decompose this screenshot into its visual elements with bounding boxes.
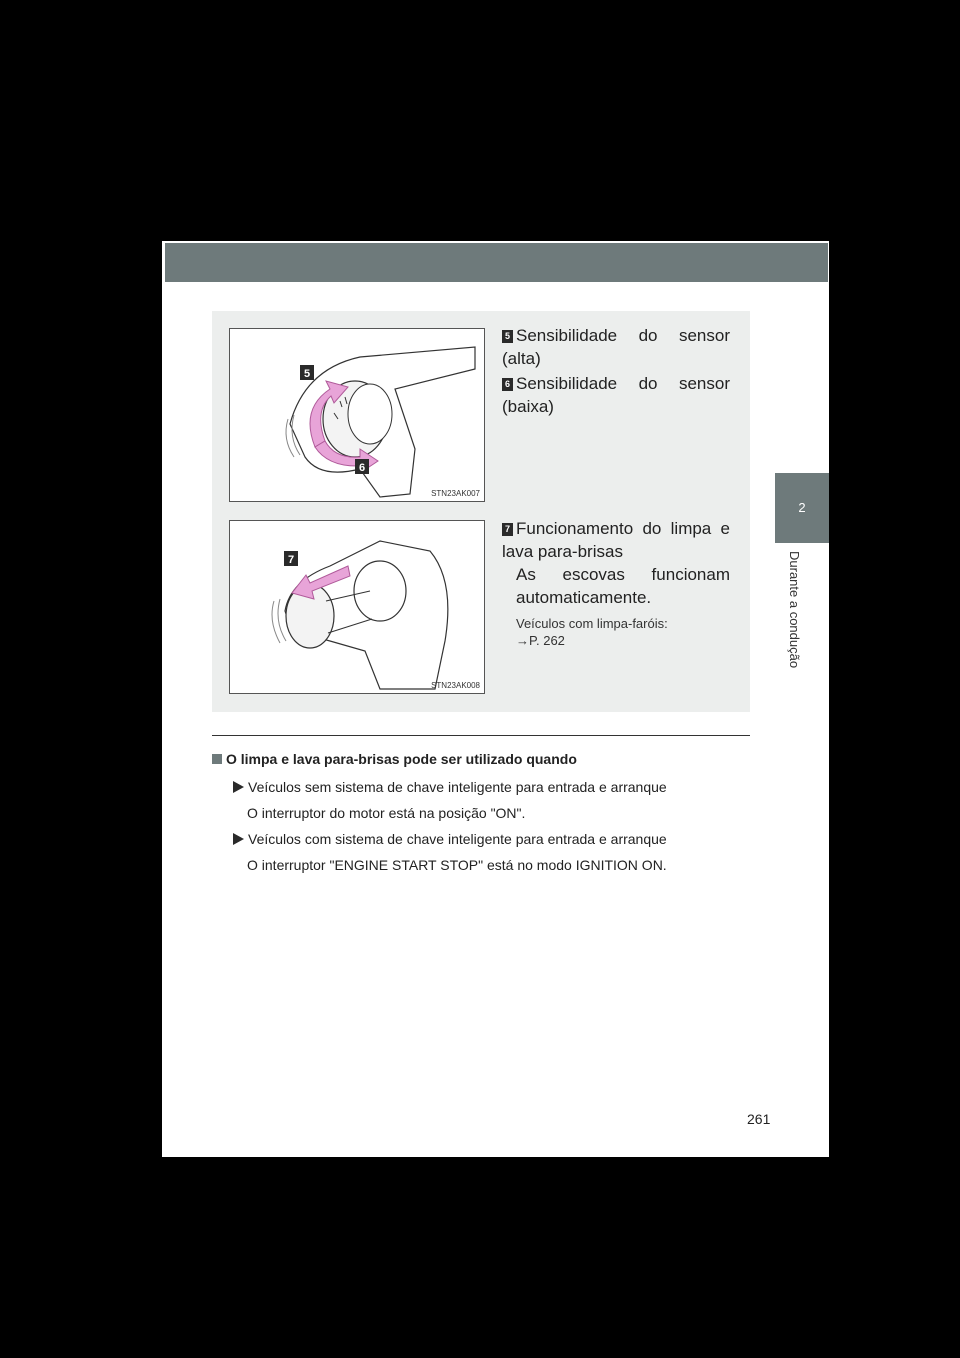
figure-label-5-text: 5 (303, 368, 311, 380)
condition-bullet (233, 778, 772, 796)
item-text: Funcionamento do limpa e lava para-brisas (502, 519, 730, 561)
small-note (516, 615, 668, 649)
square-bullet-icon (212, 754, 222, 764)
triangle-bullet-icon (233, 833, 244, 845)
divider (212, 735, 750, 736)
small-note-line2: →P. 262 (516, 633, 565, 648)
item-badge: 7 (502, 523, 513, 536)
wiper-switch-pull-illustration (230, 521, 484, 693)
figure-wiper-washer (229, 520, 485, 694)
item-subtext: As escovas funcionam automaticamente. (516, 565, 730, 607)
item-5 (502, 324, 730, 370)
item-7 (502, 517, 730, 609)
figure-code: STN23AK007 (431, 489, 480, 498)
item-text: Sensibilidade do sensor (baixa) (502, 374, 730, 416)
chapter-tab-label (775, 543, 829, 691)
chapter-tab-number: 2 (775, 473, 829, 543)
condition-text: Veículos com sistema de chave inteligente para entrada e arranque (248, 831, 667, 847)
figure-sensor-sensitivity (229, 328, 485, 502)
page-number: 261 (747, 1111, 771, 1127)
wiper-switch-rotate-illustration (230, 329, 484, 501)
manual-page (162, 241, 829, 1157)
figure-label-7-text: 7 (287, 554, 295, 566)
header-bar (165, 243, 828, 282)
item-6 (502, 372, 730, 418)
small-note-line1: Veículos com limpa-faróis: (516, 616, 668, 631)
notes-heading-text: O limpa e lava para-brisas pode ser utilizado quando (226, 751, 577, 767)
condition-text: Veículos sem sistema de chave inteligente para entrada e arranque (248, 779, 667, 795)
notes-section (212, 748, 772, 874)
item-badge: 6 (502, 378, 513, 391)
triangle-bullet-icon (233, 781, 244, 793)
item-badge: 5 (502, 330, 513, 343)
notes-heading (212, 748, 772, 770)
condition-bullet (233, 830, 772, 848)
item-text: Sensibilidade do sensor (alta) (502, 326, 730, 368)
figure-code: STN23AK008 (431, 681, 480, 690)
chapter-title: Durante a condução (787, 551, 802, 669)
condition-description: O interruptor "ENGINE START STOP" está no modo IGNITION ON. (247, 857, 667, 873)
condition-description: O interruptor do motor está na posição "ON". (247, 805, 526, 821)
figure-label-6-text: 6 (358, 462, 366, 474)
